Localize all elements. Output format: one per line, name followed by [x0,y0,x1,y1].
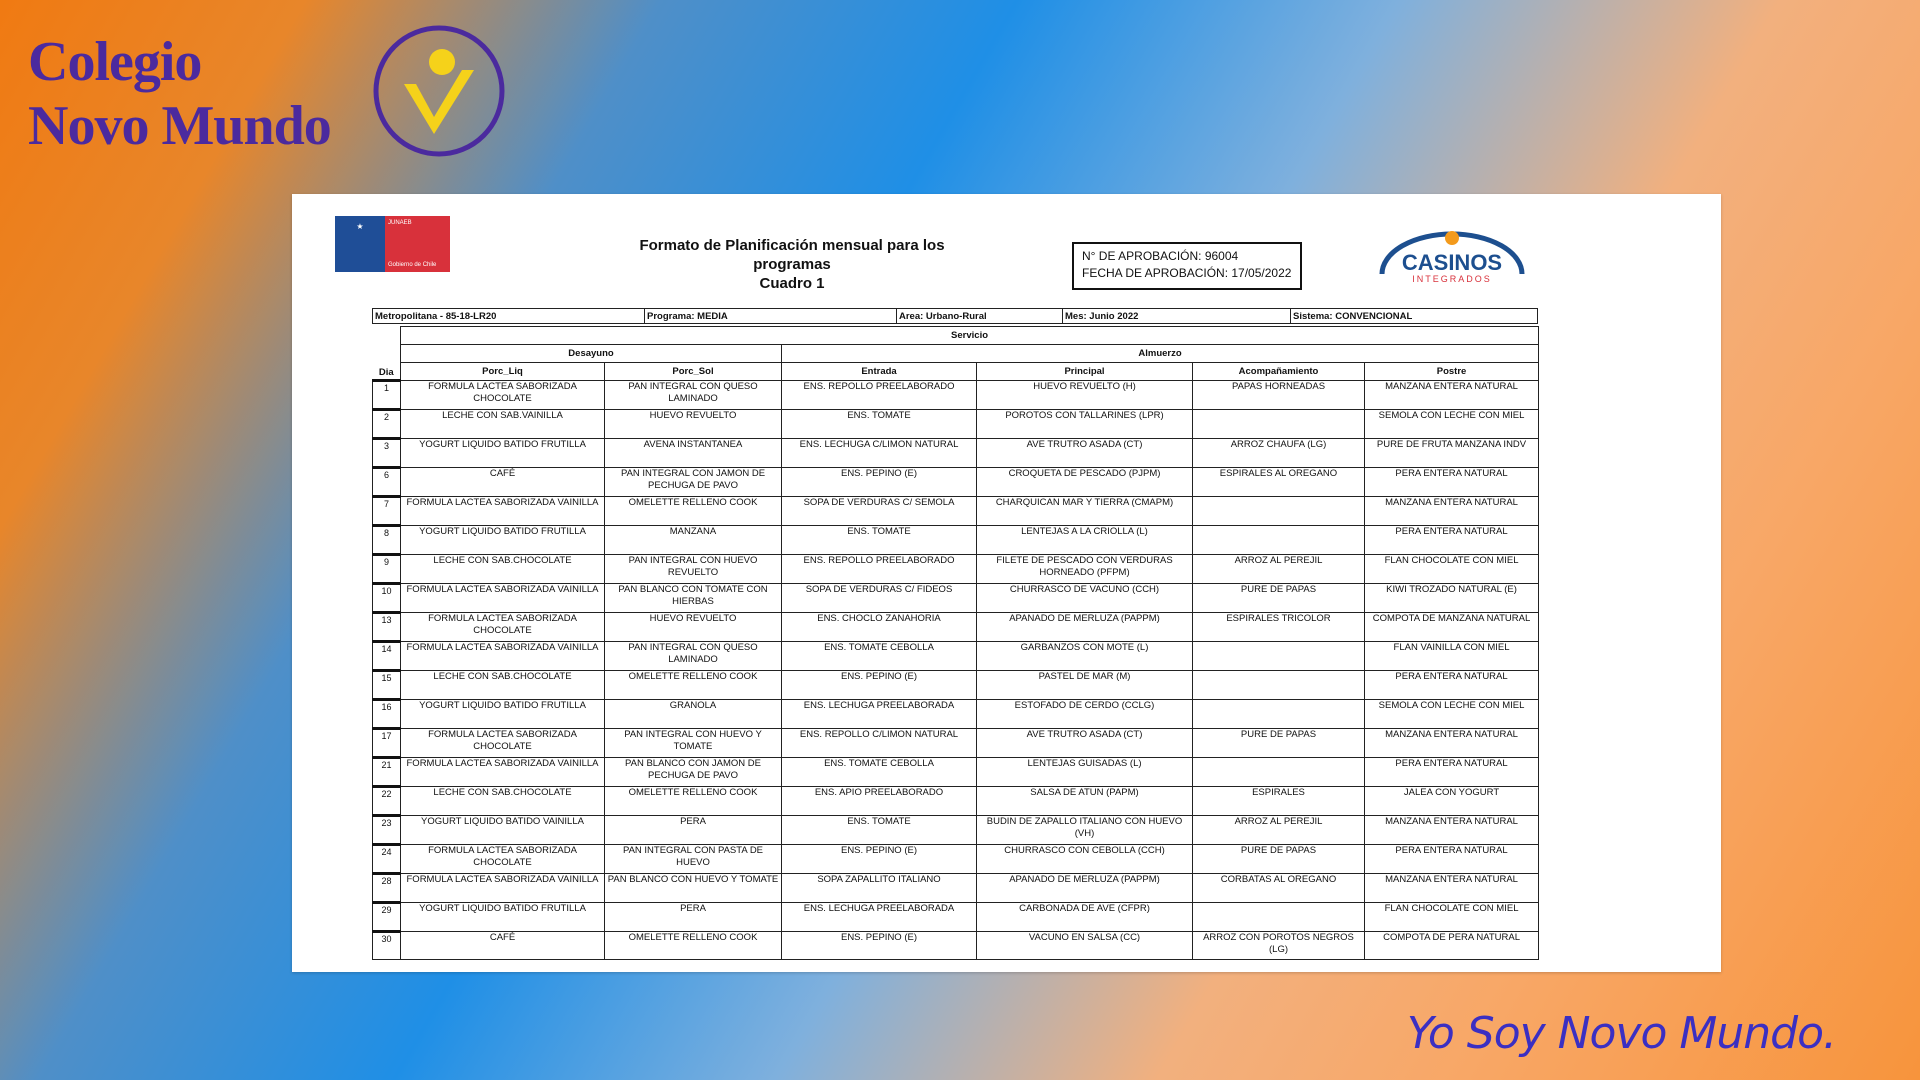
day-cell: 29 [373,903,401,932]
table-row [373,874,1539,903]
gov-label: Gobierno de Chile [388,262,437,268]
porc-liq-cell: YOGURT LIQUIDO BATIDO FRUTILLA [401,903,605,932]
porc-liq-cell: YOGURT LIQUIDO BATIDO FRUTILLA [401,700,605,729]
postre-cell: PERA ENTERA NATURAL [1365,671,1539,700]
postre-cell: COMPOTA DE PERA NATURAL [1365,932,1539,960]
day-cell: 2 [373,410,401,439]
porc-sol-cell: GRANOLA [605,700,782,729]
day-cell: 17 [373,729,401,758]
document-title [632,236,952,293]
acompanamiento-cell [1193,758,1365,787]
postre-cell: PERA ENTERA NATURAL [1365,845,1539,874]
table-row [373,555,1539,584]
acompanamiento-cell: ARROZ AL PEREJIL [1193,816,1365,845]
porc-sol-cell: PERA [605,903,782,932]
day-cell: 23 [373,816,401,845]
porc-liq-cell: LECHE CON SAB.VAINILLA [401,410,605,439]
porc-liq-cell: CAFÉ [401,932,605,960]
porc-sol-cell: MANZANA [605,526,782,555]
entrada-cell: ENS. PEPINO (E) [782,932,977,960]
acompanamiento-cell: ARROZ CON POROTOS NEGROS (LG) [1193,932,1365,960]
principal-cell: CHURRASCO CON CEBOLLA (CCH) [977,845,1193,874]
table-row [373,816,1539,845]
principal-cell: CHURRASCO DE VACUNO (CCH) [977,584,1193,613]
postre-cell: KIWI TROZADO NATURAL (E) [1365,584,1539,613]
title-line1: Formato de Planificación mensual para los [639,237,945,254]
entrada-cell: SOPA DE VERDURAS C/ FIDEOS [782,584,977,613]
porc-liq-cell: FORMULA LACTEA SABORIZADA VAINILLA [401,874,605,903]
school-name-line2: Novo Mundo [28,95,331,157]
porc-liq-cell: YOGURT LIQUIDO BATIDO FRUTILLA [401,439,605,468]
table-row [373,381,1539,410]
entrada-cell: ENS. REPOLLO C/LIMON NATURAL [782,729,977,758]
porc-sol-cell: PAN INTEGRAL CON QUESO LAMINADO [605,381,782,410]
porc-sol-cell: HUEVO REVUELTO [605,613,782,642]
school-logo-icon [370,22,508,160]
acompanamiento-cell: PAPAS HORNEADAS [1193,381,1365,410]
info-mes: Mes: Junio 2022 [1063,309,1291,323]
principal-cell: LENTEJAS GUISADAS (L) [977,758,1193,787]
entrada-cell: ENS. TOMATE [782,410,977,439]
acompanamiento-cell [1193,903,1365,932]
day-cell: 16 [373,700,401,729]
table-row [373,410,1539,439]
entrada-cell: ENS. APIO PREELABORADO [782,787,977,816]
info-sistema: Sistema: CONVENCIONAL [1293,311,1413,322]
entrada-cell: SOPA DE VERDURAS C/ SEMOLA [782,497,977,526]
acompanamiento-cell [1193,642,1365,671]
entrada-cell: ENS. CHOCLO ZANAHORIA [782,613,977,642]
acompanamiento-cell: PURE DE PAPAS [1193,584,1365,613]
porc-liq-cell: FORMULA LACTEA SABORIZADA VAINILLA [401,642,605,671]
day-cell: 28 [373,874,401,903]
day-cell: 6 [373,468,401,497]
header-postre: Postre [1365,363,1539,381]
principal-cell: AVE TRUTRO ASADA (CT) [977,729,1193,758]
porc-liq-cell: FORMULA LACTEA SABORIZADA CHOCOLATE [401,729,605,758]
acompanamiento-cell: ESPIRALES AL OREGANO [1193,468,1365,497]
postre-cell: MANZANA ENTERA NATURAL [1365,874,1539,903]
header-entrada: Entrada [782,363,977,381]
porc-sol-cell: OMELETTE RELLENO COOK [605,932,782,960]
day-cell: 15 [373,671,401,700]
porc-sol-cell: HUEVO REVUELTO [605,410,782,439]
principal-cell: LENTEJAS A LA CRIOLLA (L) [977,526,1193,555]
postre-cell: FLAN CHOCOLATE CON MIEL [1365,903,1539,932]
day-cell: 8 [373,526,401,555]
casinos-integrados-logo [1372,230,1532,288]
acompanamiento-cell: ESPIRALES [1193,787,1365,816]
entrada-cell: ENS. REPOLLO PREELABORADO [782,555,977,584]
chile-flag-icon: ★ [335,216,385,272]
entrada-cell: ENS. PEPINO (E) [782,671,977,700]
postre-cell: SEMOLA CON LECHE CON MIEL [1365,410,1539,439]
principal-cell: AVE TRUTRO ASADA (CT) [977,439,1193,468]
school-name-line1: Colegio [28,31,202,93]
header-porc-sol: Porc_Sol [605,363,782,381]
porc-liq-cell: LECHE CON SAB.CHOCOLATE [401,787,605,816]
postre-cell: MANZANA ENTERA NATURAL [1365,816,1539,845]
postre-cell: MANZANA ENTERA NATURAL [1365,729,1539,758]
principal-cell: POROTOS CON TALLARINES (LPR) [977,410,1193,439]
porc-sol-cell: PAN INTEGRAL CON HUEVO REVUELTO [605,555,782,584]
porc-liq-cell: YOGURT LIQUIDO BATIDO FRUTILLA [401,526,605,555]
info-area: Area: Urbano-Rural [897,309,1063,323]
day-cell: 22 [373,787,401,816]
porc-liq-cell: FORMULA LACTEA SABORIZADA VAINILLA [401,758,605,787]
casinos-sub: INTEGRADOS [1412,274,1492,284]
entrada-cell: ENS. LECHUGA PREELABORADA [782,903,977,932]
porc-sol-cell: PAN BLANCO CON HUEVO Y TOMATE [605,874,782,903]
entrada-cell: ENS. TOMATE [782,816,977,845]
table-row [373,526,1539,555]
table-row [373,497,1539,526]
porc-liq-cell: LECHE CON SAB.CHOCOLATE [401,555,605,584]
postre-cell: PERA ENTERA NATURAL [1365,526,1539,555]
approval-number: N° DE APROBACIÓN: 96004 [1082,249,1239,263]
header-porc-liq: Porc_Liq [401,363,605,381]
junaeb-logo [335,216,450,272]
day-cell: 7 [373,497,401,526]
porc-sol-cell: OMELETTE RELLENO COOK [605,787,782,816]
postre-cell: SEMOLA CON LECHE CON MIEL [1365,700,1539,729]
day-cell: 3 [373,439,401,468]
porc-liq-cell: FORMULA LACTEA SABORIZADA VAINILLA [401,497,605,526]
porc-liq-cell: FORMULA LACTEA SABORIZADA CHOCOLATE [401,845,605,874]
postre-cell: PURE DE FRUTA MANZANA INDV [1365,439,1539,468]
table-row [373,845,1539,874]
table-row [373,439,1539,468]
postre-cell: PERA ENTERA NATURAL [1365,468,1539,497]
table-row [373,700,1539,729]
acompanamiento-cell: CORBATAS AL OREGANO [1193,874,1365,903]
day-cell: 9 [373,555,401,584]
table-row [373,671,1539,700]
principal-cell: PASTEL DE MAR (M) [977,671,1193,700]
principal-cell: SALSA DE ATUN (PAPM) [977,787,1193,816]
porc-sol-cell: OMELETTE RELLENO COOK [605,671,782,700]
table-row [373,932,1539,960]
info-programa: Programa: MEDIA [645,309,897,323]
principal-cell: VACUNO EN SALSA (CC) [977,932,1193,960]
approval-box [1072,242,1302,290]
acompanamiento-cell: ARROZ AL PEREJIL [1193,555,1365,584]
postre-cell: MANZANA ENTERA NATURAL [1365,381,1539,410]
porc-sol-cell: AVENA INSTANTANEA [605,439,782,468]
casinos-label: CASINOS [1401,250,1503,275]
slogan: Yo Soy Novo Mundo. [1406,1008,1836,1059]
header-dia: Dia [373,327,401,381]
day-cell: 14 [373,642,401,671]
entrada-cell: SOPA ZAPALLITO ITALIANO [782,874,977,903]
entrada-cell: ENS. LECHUGA C/LIMON NATURAL [782,439,977,468]
porc-sol-cell: PAN INTEGRAL CON QUESO LAMINADO [605,642,782,671]
header-principal: Principal [977,363,1193,381]
postre-cell: JALEA CON YOGURT [1365,787,1539,816]
entrada-cell: ENS. TOMATE [782,526,977,555]
header-servicio: Servicio [401,327,1539,345]
entrada-cell: ENS. TOMATE CEBOLLA [782,758,977,787]
menu-document [292,194,1721,972]
approval-date: FECHA DE APROBACIÓN: 17/05/2022 [1082,266,1292,280]
acompanamiento-cell [1193,671,1365,700]
porc-sol-cell: PAN BLANCO CON JAMON DE PECHUGA DE PAVO [605,758,782,787]
entrada-cell: ENS. LECHUGA PREELABORADA [782,700,977,729]
school-name [28,30,331,158]
title-line3: Cuadro 1 [759,275,825,292]
junaeb-label: JUNAEB [388,220,412,226]
day-cell: 24 [373,845,401,874]
day-cell: 30 [373,932,401,960]
table-row [373,642,1539,671]
acompanamiento-cell: PURE DE PAPAS [1193,729,1365,758]
porc-sol-cell: PERA [605,816,782,845]
porc-sol-cell: PAN INTEGRAL CON JAMON DE PECHUGA DE PAVO [605,468,782,497]
entrada-cell: ENS. TOMATE CEBOLLA [782,642,977,671]
porc-liq-cell: FORMULA LACTEA SABORIZADA CHOCOLATE [401,613,605,642]
postre-cell: FLAN CHOCOLATE CON MIEL [1365,555,1539,584]
entrada-cell: ENS. PEPINO (E) [782,468,977,497]
principal-cell: APANADO DE MERLUZA (PAPPM) [977,613,1193,642]
porc-sol-cell: PAN INTEGRAL CON PASTA DE HUEVO [605,845,782,874]
principal-cell: HUEVO REVUELTO (H) [977,381,1193,410]
table-row [373,729,1539,758]
day-cell: 10 [373,584,401,613]
header-desayuno: Desayuno [401,345,782,363]
table-row [373,584,1539,613]
info-region: Metropolitana - 85-18-LR20 [373,309,645,323]
table-row [373,787,1539,816]
header-acompanamiento: Acompañamiento [1193,363,1365,381]
table-row [373,758,1539,787]
principal-cell: ESTOFADO DE CERDO (CCLG) [977,700,1193,729]
info-row [372,308,1538,324]
acompanamiento-cell [1193,497,1365,526]
principal-cell: CROQUETA DE PESCADO (PJPM) [977,468,1193,497]
day-cell: 21 [373,758,401,787]
table-row [373,613,1539,642]
porc-sol-cell: PAN BLANCO CON TOMATE CON HIERBAS [605,584,782,613]
porc-liq-cell: FORMULA LACTEA SABORIZADA VAINILLA [401,584,605,613]
table-row [373,468,1539,497]
header-almuerzo: Almuerzo [782,345,1539,363]
acompanamiento-cell: ESPIRALES TRICOLOR [1193,613,1365,642]
table-row [373,903,1539,932]
principal-cell: FILETE DE PESCADO CON VERDURAS HORNEADO (PFPM) [977,555,1193,584]
entrada-cell: ENS. PEPINO (E) [782,845,977,874]
acompanamiento-cell: ARROZ CHAUFA (LG) [1193,439,1365,468]
porc-sol-cell: OMELETTE RELLENO COOK [605,497,782,526]
entrada-cell: ENS. REPOLLO PREELABORADO [782,381,977,410]
postre-cell: MANZANA ENTERA NATURAL [1365,497,1539,526]
principal-cell: CHARQUICAN MAR Y TIERRA (CMAPM) [977,497,1193,526]
principal-cell: GARBANZOS CON MOTE (L) [977,642,1193,671]
acompanamiento-cell [1193,700,1365,729]
principal-cell: BUDIN DE ZAPALLO ITALIANO CON HUEVO (VH) [977,816,1193,845]
postre-cell: FLAN VAINILLA CON MIEL [1365,642,1539,671]
postre-cell: COMPOTA DE MANZANA NATURAL [1365,613,1539,642]
principal-cell: CARBONADA DE AVE (CFPR) [977,903,1193,932]
day-cell: 1 [373,381,401,410]
porc-liq-cell: CAFÉ [401,468,605,497]
porc-liq-cell: LECHE CON SAB.CHOCOLATE [401,671,605,700]
acompanamiento-cell: PURE DE PAPAS [1193,845,1365,874]
menu-table [372,326,1539,960]
acompanamiento-cell [1193,410,1365,439]
porc-liq-cell: YOGURT LIQUIDO BATIDO VAINILLA [401,816,605,845]
principal-cell: APANADO DE MERLUZA (PAPPM) [977,874,1193,903]
porc-liq-cell: FORMULA LACTEA SABORIZADA CHOCOLATE [401,381,605,410]
title-line2: programas [753,256,831,273]
acompanamiento-cell [1193,526,1365,555]
day-cell: 13 [373,613,401,642]
postre-cell: PERA ENTERA NATURAL [1365,758,1539,787]
porc-sol-cell: PAN INTEGRAL CON HUEVO Y TOMATE [605,729,782,758]
